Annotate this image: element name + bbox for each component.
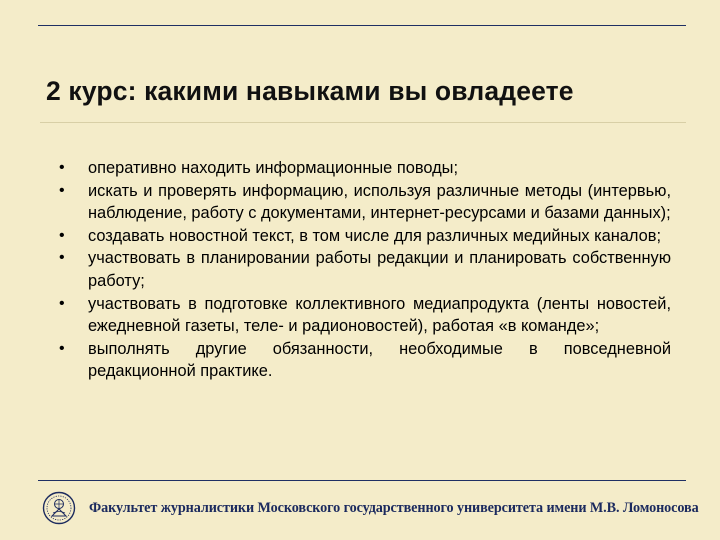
footer-faculty-name: Факультет журналистики Московского государственного университета имени М.В. Ломоносова	[89, 500, 699, 516]
bullet-icon: •	[59, 339, 65, 357]
list-item-text: участвовать в планировании работы редакции и планировать собственную работу;	[88, 249, 671, 290]
list-item	[59, 180, 671, 225]
top-divider	[38, 25, 686, 26]
bullet-icon: •	[59, 159, 65, 176]
bullet-icon: •	[59, 226, 65, 244]
list-item	[59, 338, 671, 383]
list-item-text: создавать новостной текст, в том числе для различных медийных каналов;	[88, 226, 662, 245]
bullet-icon: •	[59, 249, 65, 267]
title-divider	[40, 122, 686, 123]
list-item	[59, 157, 671, 180]
slide-title: 2 курс: какими навыками вы овладеете	[46, 76, 574, 106]
list-item-text: выполнять другие обязанности, необходимые в повседневной редакционной практике.	[88, 339, 671, 381]
list-item-text: искать и проверять информацию, используя различные методы (интервью, наблюдение, работу с документами, интернет-ресурсами и базами данных);	[88, 181, 671, 223]
list-item-text: участвовать в подготовке коллективного медиапродукта (ленты новостей, ежедневной газеты, теле- и радионовостей), работая «в команде»;	[88, 294, 671, 336]
list-item	[59, 247, 671, 292]
list-item	[59, 225, 671, 248]
list-item-text: оперативно находить информационные поводы;	[88, 159, 459, 177]
bullet-list	[0, 157, 720, 383]
footer-divider	[38, 480, 686, 481]
msu-emblem-icon	[42, 491, 76, 525]
bullet-icon: •	[59, 181, 65, 199]
bullet-icon: •	[59, 294, 65, 312]
list-item	[59, 293, 671, 338]
